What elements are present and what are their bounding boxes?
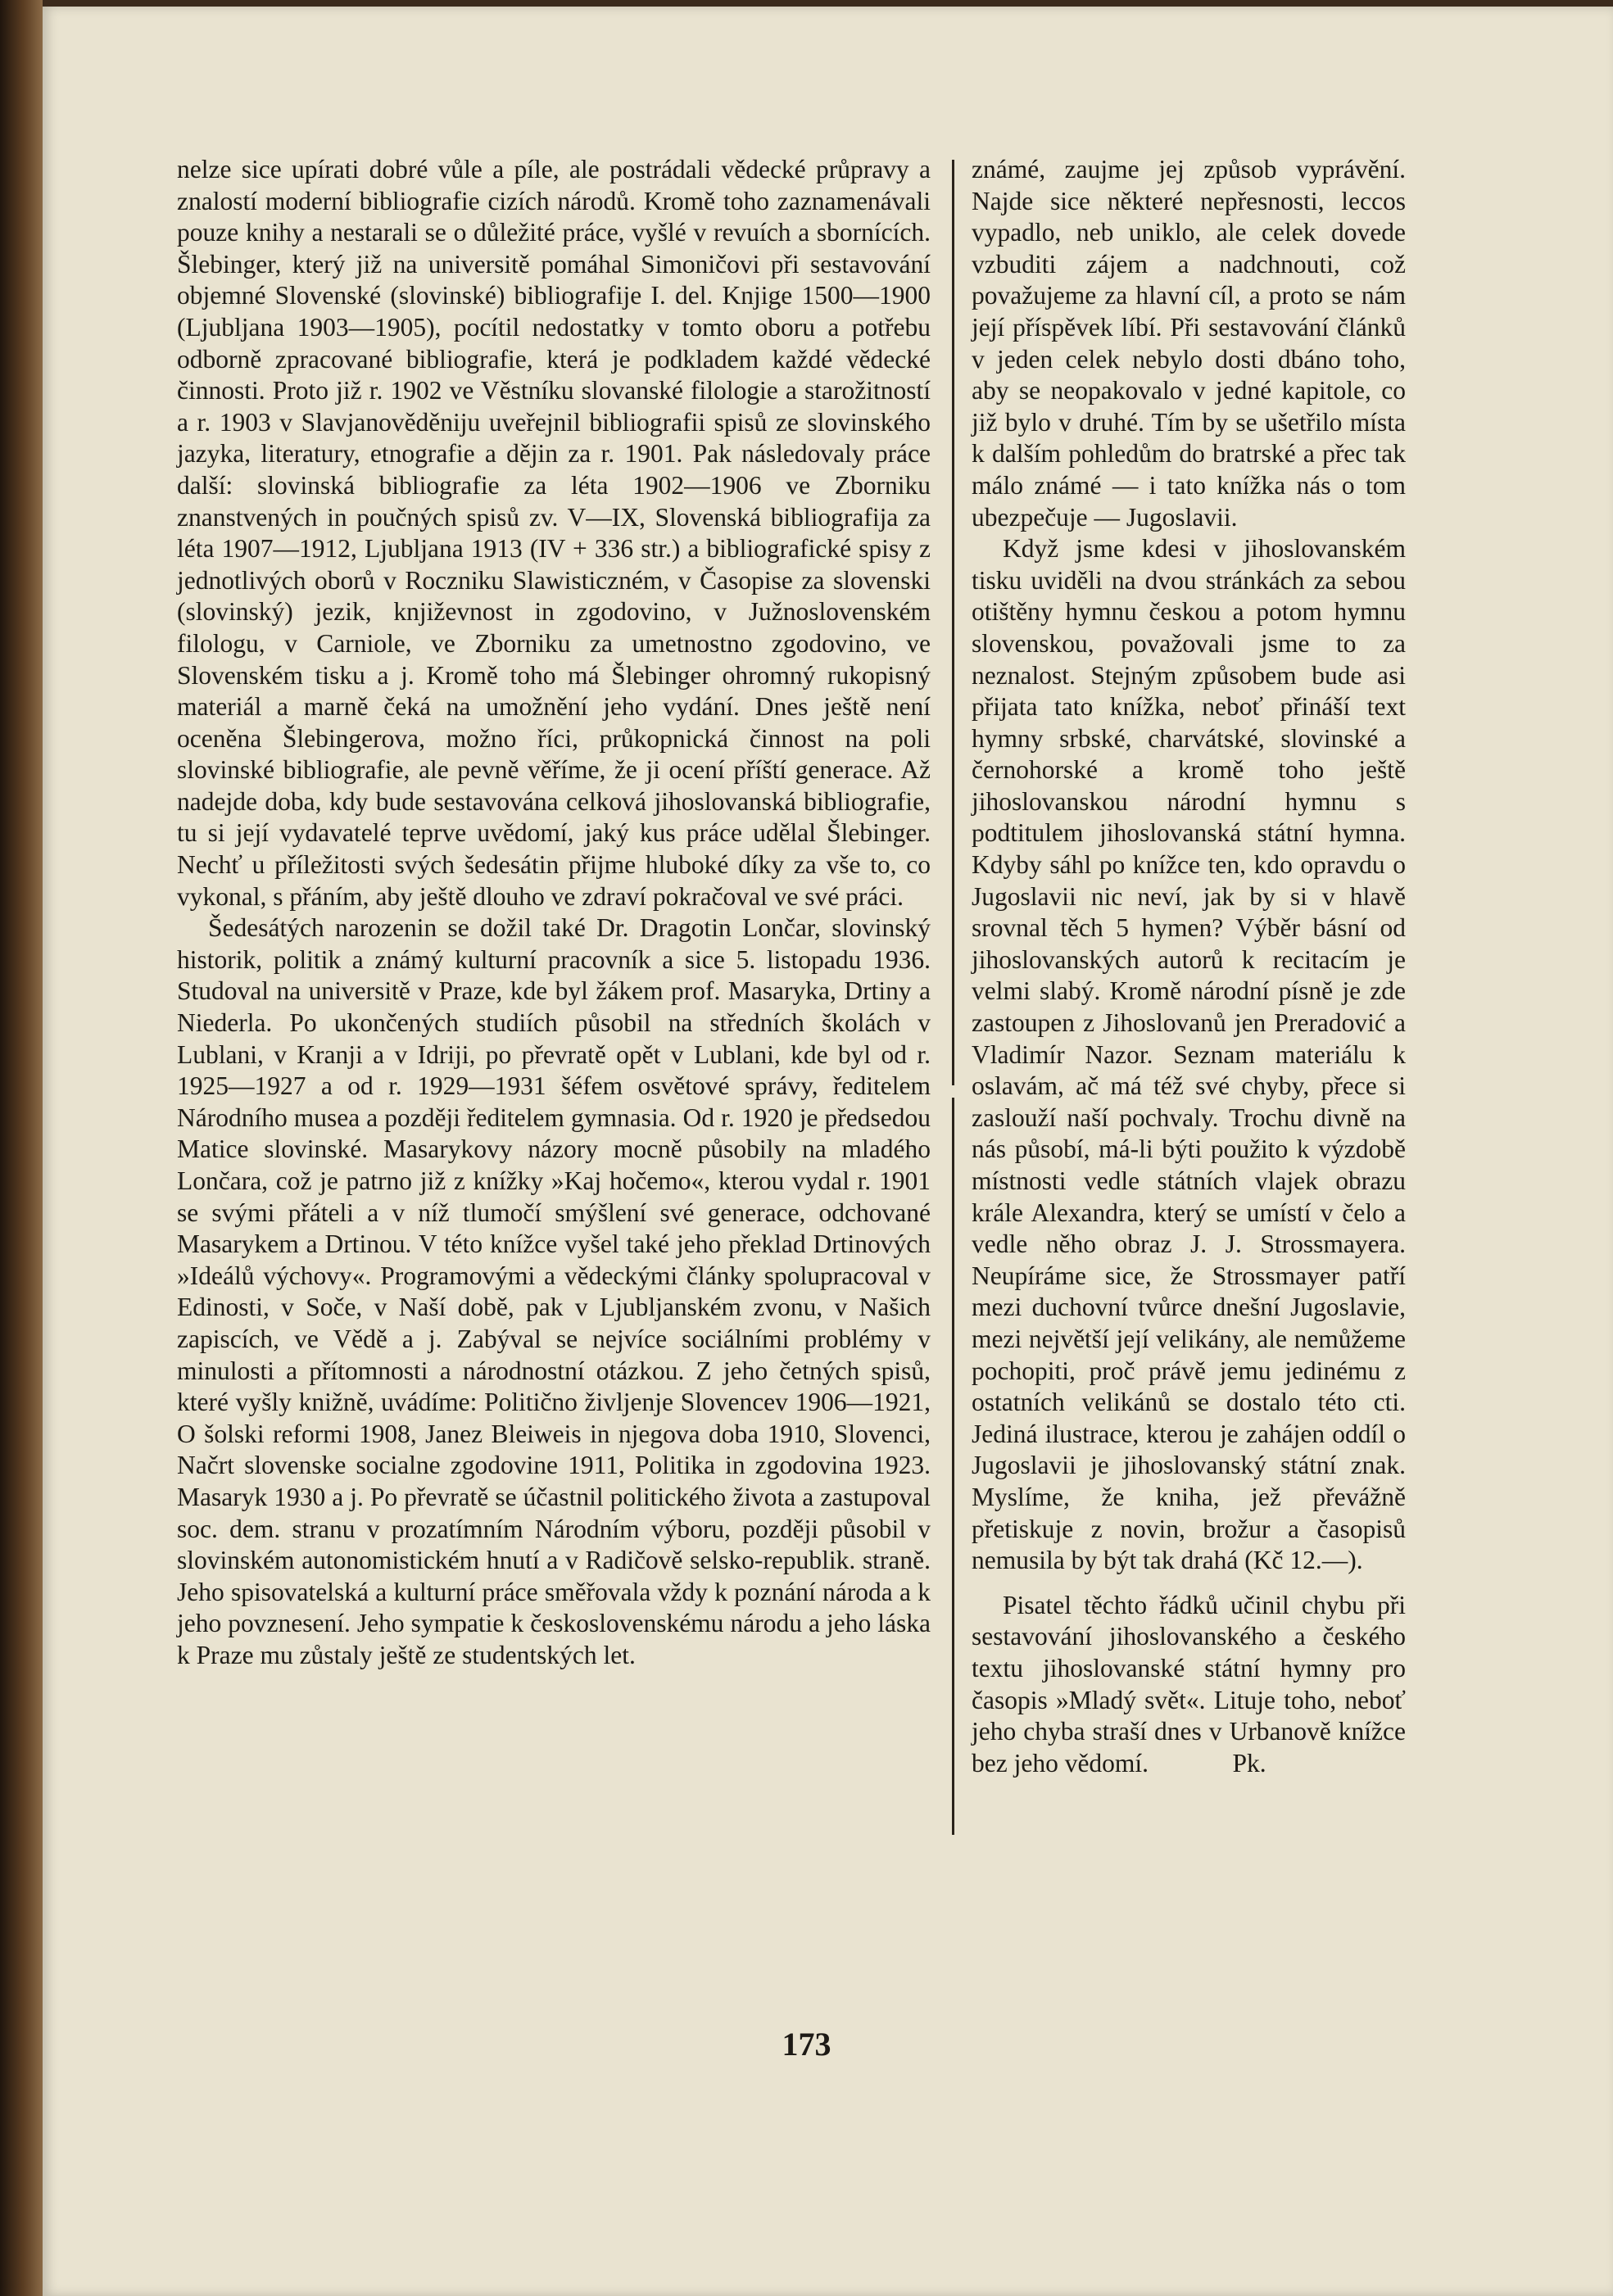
left-paragraph-2: Šedesátých narozenin se dožil také Dr. Dragotin Lončar, slovinský historik, politik a známý kulturní pracovník a sice 5. listopadu 1936. Studoval na universitě v Praze, kde byl žákem prof. Masaryka, Drtiny a Niederla. Po ukončených studiích působil na středních školách v Lublani, v Kranji a v Idriji, po převratě opět v Lublani, kde byl od r. 1925—1927 a od r. 1929—1931 šéfem osvětové správy, ředitelem Národního musea a později ředitelem gymnasia. Od r. 1920 je předsedou Matice slovinské. Masarykovy názory mocně působily na mladého Lončara, což je patrno již z knížky »Kaj hočemo«, kterou vydal r. 1901 se svými přáteli a v níž tlumočí smýšlení své generace, odchované Masarykem a Drtinou. V této knížce vyšel také jeho překlad Drtinových »Ideálů výchovy«. Programovými a vědeckými články spolupracoval v Edinosti, v Soče, v Naší době, pak v Ljubljanském zvonu, v Našich zapiscích, ve Vědě a j. Zabýval se nejvíce sociálními problémy v minulosti a přítomnosti a národnostní otázkou. Z jeho četných spisů, které vyšly knižně, uvádíme: Politično življenje Slovencev 1906—1921, O šolski reformi 1908, Janez Bleiweis in njegova doba 1910, Slovenci, Načrt slovenske socialne zgodovine 1911, Politika in zgodovina 1923. Masaryk 1930 a j. Po převratě se účastnil politického života a zastupoval soc. dem. stranu v prozatímním Národním výboru, později působil v slovinském autonomistickém hnutí a v Radičově selsko-republik. straně. Jeho spisovatelská a kulturní práce směřovala vždy k poznání národa a k jeho povznesení. Jeho sympatie k československému národu a jeho láska k Praze mu zůstaly ještě ze studentských let.	[177, 913, 931, 1669]
right-column	[972, 154, 1406, 1779]
column-divider	[952, 160, 954, 1085]
right-paragraph-3-text: Pisatel těchto řádků učinil chybu při sestavování jihoslovanského a českého textu jihoslovanské státní hymny pro časopis »Mladý svět«. Lituje toho, neboť jeho chyba straší dnes v Urbanově knížce bez jeho vědomí.	[972, 1590, 1406, 1777]
page-number: 173	[782, 2026, 831, 2063]
right-paragraph-2: Když jsme kdesi v jihoslovanském tisku uviděli na dvou stránkách za sebou otištěny hymnu českou a potom hymnu slovenskou, považovali jsme to za neznalost. Stejným způsobem bude asi přijata tato knížka, neboť přináší text hymny srbské, charvátské, slovinské a černohorské a kromě toho ještě jihoslovanskou národní hymnu s podtitulem jihoslovanská státní hymna. Kdyby sáhl po knížce ten, kdo opravdu o Jugoslavii nic neví, jak by si v hlavě srovnal těch 5 hymen? Výběr básní od jihoslovanských autorů k recitacím je velmi slabý. Kromě národní písně je zde zastoupen z Jihoslovanů jen Preradović a Vladimír Nazor. Seznam materiálu k oslavám, ač má též své chyby, přece si zaslouží naší pochvaly. Trochu divně na nás působí, má-li býti použito k výzdobě místnosti vedle státních vlajek obrazu krále Alexandra, který se umístí v čelo a vedle něho obraz J. J. Strossmayera. Neupíráme sice, že Strossmayer patří mezi duchovní tvůrce dnešní Jugoslavie, mezi největší její velikány, ale nemůžeme pochopiti, proč právě jemu jedinému z ostatních velikánů se dostalo této cti. Jediná ilustrace, kterou je zahájen oddíl o Jugoslavii je jihoslovanský státní znak. Myslíme, že kniha, jež převážně přetiskuje z novin, brožur a časopisů nemusila by být tak drahá (Kč 12.—).	[972, 534, 1406, 1575]
right-paragraph-3	[972, 1590, 1406, 1780]
left-paragraph-1: nelze sice upírati dobré vůle a píle, ale postrádali vědecké průpravy a znalostí moderní bibliografie cizích národů. Kromě toho zaznamenávali pouze knihy a nestarali se o důležité práce, vyšlé v revuích a sbornících. Šlebinger, který již na universitě pomáhal Simoničovi při sestavování objemné Slovenské (slovinské) bibliografije I. del. Knjige 1500—1900 (Ljubljana 1903—1905), pocítil nedostatky v tomto oboru a potřebu odborně zpracované bibliografie, která je podkladem každé vědecké činnosti. Proto již r. 1902 ve Věstníku slovanské filologie a starožitností a r. 1903 v Slavjanověděniju uveřejnil bibliografii spisů ze slovinského jazyka, literatury, etnografie a dějin za r. 1901. Pak následovaly práce další: slovinská bibliografie za léta 1902—1906 ve Zborniku znanstvených in poučných spisů zv. V—IX, Slovenská bibliografija za léta 1907—1912, Ljubljana 1913 (IV + 336 str.) a bibliografické spisy z jednotlivých oborů v Roczniku Slawisticzném, v Časopise za slovenski (slovinský) jezik, književnost in zgodovino, v Južnoslovenském filologu, v Carniole, ve Zborniku za umetnostno zgodovino, ve Slovenském tisku a j. Kromě toho má Šlebinger ohromný rukopisný materiál a marně čeká na umožnění jeho vydání. Dnes ještě není oceněna Šlebingerova, možno říci, průkopnická činnost na poli slovinské bibliografie, ale pevně věříme, že ji ocení příští generace. Až nadejde doba, kdy bude sestavována celková jihoslovanská bibliografie, tu si její vydavatelé teprve uvědomí, jaký kus práce udělal Šlebinger. Nechť u příležitosti svých šedesátin přijme hluboké díky za vše to, co vykonal, s přáním, aby ještě dlouho ve zdraví pokračoval ve své práci.	[177, 155, 931, 911]
book-gutter	[0, 0, 43, 2296]
signature: Pk.	[1232, 1748, 1266, 1777]
right-paragraph-1: známé, zaujme jej způsob vyprávění. Najde sice některé nepřesnosti, leccos vypadlo, neb uniklo, ale celek dovede vzbuditi zájem a nadchnouti, což považujeme za hlavní cíl, a proto se nám její příspěvek líbí. Při sestavování článků v jeden celek nebylo dosti dbáno toho, aby se neopakovalo v jedné kapitole, co již bylo v druhé. Tím by se ušetřilo místa k dalším pohledům do bratrské a přec tak málo známé — i tato knížka nás o tom ubezpečuje — Jugoslavii.	[972, 155, 1406, 532]
column-divider-lower	[952, 1098, 954, 1835]
left-column	[177, 154, 931, 1672]
